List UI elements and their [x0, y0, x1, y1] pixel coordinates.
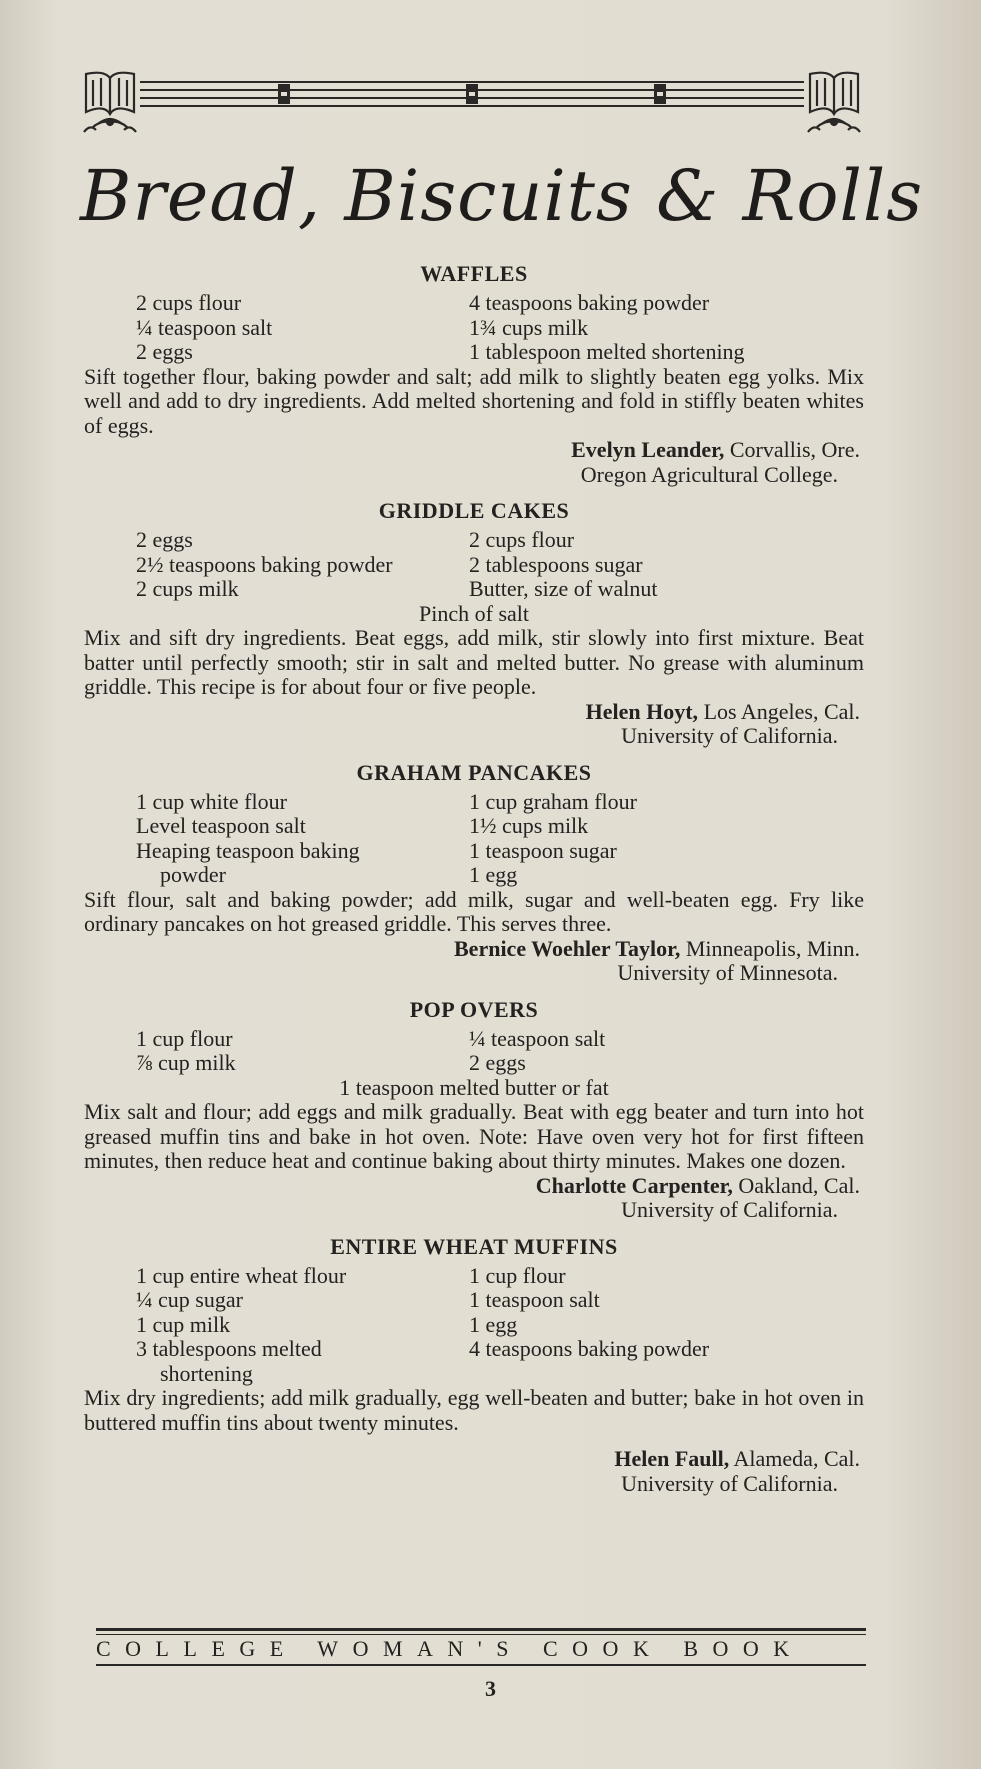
recipe-method: Sift together flour, baking powder and salt; add milk to slightly beaten egg yolks. Mix well and add to dry ingredients. Add melted shortening and fold in stiffly beaten whites of eggs. — [84, 363, 864, 438]
author-school: University of Minnesota. — [617, 960, 838, 985]
recipe-method: Sift flour, salt and baking powder; add milk, sugar and well-beaten egg. Fry like ordinary pancakes on hot greased griddle. This serves three. — [84, 886, 864, 936]
ingredient: powder — [160, 862, 226, 887]
ingredient-centered: 1 teaspoon melted butter or fat — [339, 1074, 609, 1100]
ingredient: 1 cup white flour — [136, 788, 287, 814]
footer-rule — [96, 1634, 866, 1635]
ingredient: 1½ cups milk — [469, 813, 589, 838]
recipe-entire-wheat-muffins — [84, 1233, 864, 1497]
recipe-title: GRIDDLE CAKES — [378, 498, 570, 523]
author-name: Charlotte Carpenter, — [535, 1172, 733, 1198]
ingredient: ¼ cup sugar — [136, 1287, 243, 1312]
recipe-griddle-cakes — [84, 497, 864, 749]
recipe-credit — [84, 438, 864, 463]
ingredient: 1 teaspoon salt — [469, 1287, 600, 1312]
recipe-list — [84, 250, 864, 1506]
ingredient: 1 cup entire wheat flour — [136, 1262, 347, 1288]
author-place: Oakland, Cal. — [732, 1172, 860, 1198]
ingredient: 1 egg — [469, 1311, 518, 1337]
ingredient: Heaping teaspoon baking — [136, 837, 360, 863]
ingredient: 2½ teaspoons baking powder — [136, 551, 393, 577]
author-place: Minneapolis, Minn. — [680, 935, 860, 961]
ingredient: 1 cup flour — [136, 1025, 233, 1051]
author-place: Corvallis, Ore. — [724, 437, 860, 462]
recipe-graham-pancakes — [84, 759, 864, 986]
ingredient: 1 cup milk — [136, 1311, 231, 1337]
ingredient: 1 cup graham flour — [469, 788, 637, 814]
ingredient: 4 teaspoons baking powder — [469, 290, 710, 315]
recipe-title: ENTIRE WHEAT MUFFINS — [330, 1233, 618, 1259]
recipe-method: Mix salt and flour; add eggs and milk gradually. Beat with egg beater and turn into hot greased muffin tins and bake in hot oven. Note: Have oven very hot for first fifteen minutes, then reduce heat and continue baking about thirty minutes. Makes one dozen. — [84, 1099, 864, 1173]
ingredient: ¼ teaspoon salt — [136, 314, 273, 340]
author-name: Evelyn Leander, — [571, 437, 725, 462]
ingredient — [469, 1362, 864, 1387]
page-number: 3 — [485, 1676, 496, 1701]
footer-rule — [96, 1664, 866, 1666]
recipe-title: POP OVERS — [409, 996, 539, 1022]
ingredient: 1 cup flour — [469, 1262, 566, 1288]
author-place: Los Angeles, Cal. — [698, 698, 860, 724]
author-school: University of California. — [621, 1197, 838, 1222]
book-title: COLLEGE WOMAN'S COOK BOOK — [96, 1636, 804, 1661]
author-name: Helen Faull, — [614, 1446, 730, 1471]
ingredient: 2 cups flour — [136, 290, 242, 315]
header-ornament — [82, 70, 862, 146]
ingredient-centered: Pinch of salt — [419, 600, 529, 626]
recipe-credit — [84, 1174, 864, 1199]
ingredient: 1 egg — [469, 862, 518, 887]
ingredient: shortening — [160, 1360, 253, 1386]
recipe-method: Mix and sift dry ingredients. Beat eggs, add milk, stir slowly into first mixture. Beat batter until perfectly smooth; stir in salt and melted butter. No grease with aluminum griddle. This recipe is for about four or five people. — [84, 625, 864, 699]
recipe-title: WAFFLES — [420, 261, 528, 286]
recipe-credit — [84, 700, 864, 725]
author-school: University of California. — [621, 723, 838, 748]
ingredient: Level teaspoon salt — [136, 813, 306, 838]
footer-rule — [96, 1628, 866, 1631]
ingredient: ¼ teaspoon salt — [469, 1025, 606, 1051]
recipe-credit — [84, 937, 864, 962]
ingredient: 2 cups flour — [469, 527, 575, 552]
ingredient: 2 cups milk — [136, 576, 239, 601]
ingredient: 1 teaspoon sugar — [469, 837, 617, 863]
recipe-pop-overs — [84, 996, 864, 1223]
recipe-waffles — [84, 260, 864, 487]
recipe-title: GRAHAM PANCAKES — [356, 759, 592, 785]
author-name: Bernice Woehler Taylor, — [454, 935, 681, 961]
ingredient: 4 teaspoons baking powder — [469, 1336, 710, 1361]
ingredient: 2 eggs — [136, 527, 193, 552]
recipe-credit — [84, 1447, 864, 1472]
ingredient: 1¾ cups milk — [469, 314, 589, 340]
ingredient: 3 tablespoons melted — [136, 1336, 322, 1361]
author-school: Oregon Agricultural College. — [580, 461, 838, 487]
recipe-method: Mix dry ingredients; add milk gradually, egg well-beaten and butter; bake in hot oven in buttered muffin tins about twenty minutes. — [84, 1385, 864, 1435]
page-title: Bread, Biscuits & Rolls — [80, 155, 924, 237]
ingredient: 2 eggs — [136, 339, 193, 364]
author-school: University of California. — [621, 1470, 838, 1496]
ingredient: 1 tablespoon melted shortening — [469, 339, 745, 364]
ingredient: ⅞ cup milk — [136, 1050, 236, 1075]
ingredient: 2 tablespoons sugar — [469, 551, 643, 577]
ingredient: 2 eggs — [469, 1050, 526, 1075]
author-place: Alameda, Cal. — [729, 1446, 860, 1471]
author-name: Helen Hoyt, — [585, 698, 699, 724]
ingredient: Butter, size of walnut — [469, 576, 658, 601]
